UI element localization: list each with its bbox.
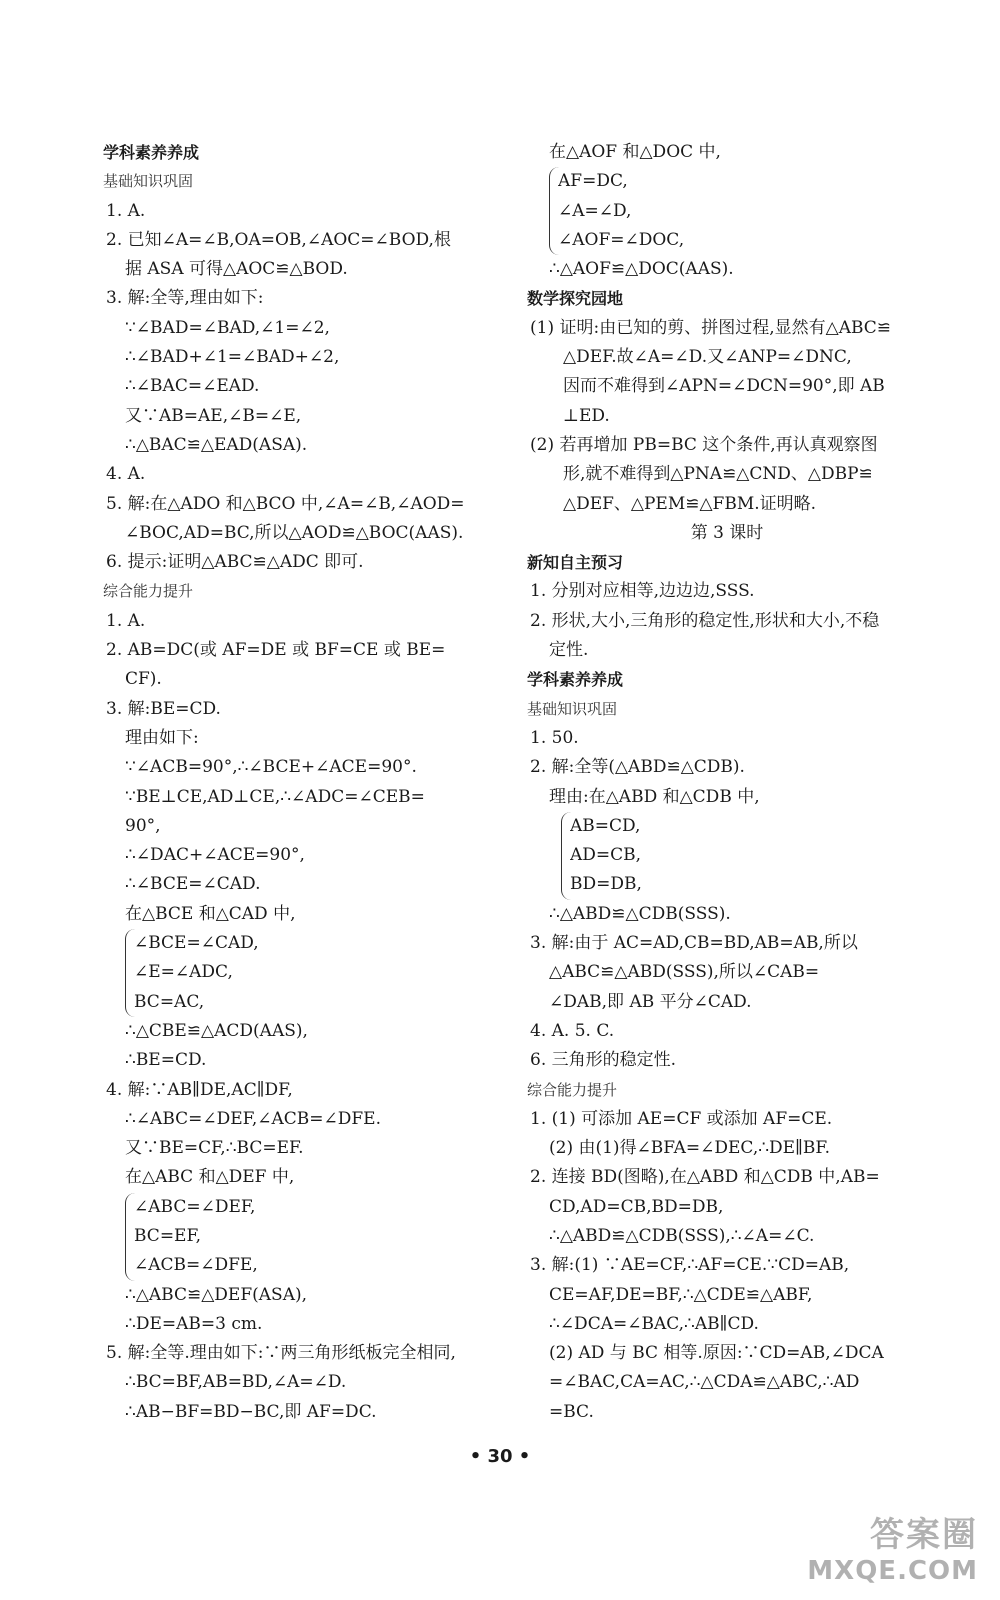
answer-line: 5. 解:在△ADO 和△BCO 中,∠A=∠B,∠AOD=	[106, 493, 465, 514]
answer-line: 理由如下:	[125, 727, 199, 748]
brace-group	[125, 1193, 503, 1281]
answer-line: BC=EF,	[134, 1225, 202, 1246]
answer-line: CD,AD=CB,BD=DB,	[549, 1196, 724, 1217]
answer-line: △DEF.故∠A=∠D.又∠ANP=∠DNC,	[563, 347, 852, 368]
answer-line: 3. 解:由于 AC=AD,CB=BD,AB=AB,所以	[530, 933, 858, 954]
answer-line: ∵∠BAD=∠BAD,∠1=∠2,	[125, 317, 330, 338]
answer-line: (2) 若再增加 PB=BC 这个条件,再认真观察图	[530, 434, 878, 455]
section-heading: 新知自主预习	[527, 553, 624, 573]
answer-line: (2) AD 与 BC 相等.原因:∵CD=AB,∠DCA	[549, 1343, 884, 1364]
answer-line: CF).	[125, 669, 162, 690]
answer-line: 1. 50.	[530, 727, 579, 748]
answer-line: 1. A.	[106, 200, 146, 221]
answer-line: 4. A. 5. C.	[530, 1020, 615, 1041]
answer-line: 2. 已知∠A=∠B,OA=OB,∠AOC=∠BOD,根	[106, 229, 451, 250]
answer-line: 因而不难得到∠APN=∠DCN=90°,即 AB	[563, 376, 885, 397]
answer-line: 定性.	[549, 640, 589, 661]
answer-line: 在△AOF 和△DOC 中,	[549, 142, 721, 162]
answer-line: ∴∠ABC=∠DEF,∠ACB=∠DFE.	[125, 1108, 381, 1129]
answer-line: ∴△ABD≌△CDB(SSS),∴∠A=∠C.	[549, 1225, 815, 1246]
answer-line: AD=CB,	[570, 845, 642, 866]
answer-line: AF=DC,	[558, 171, 628, 192]
answer-line: △DEF、△PEM≌△FBM.证明略.	[563, 493, 817, 514]
section-heading: 学科素养养成	[103, 143, 200, 162]
answer-line: 据 ASA 可得△AOC≌△BOD.	[125, 259, 348, 280]
answer-line: ∠E=∠ADC,	[134, 962, 233, 983]
answer-line: 4. A.	[106, 464, 146, 485]
answer-line: ∴△BAC≌△EAD(ASA).	[125, 434, 308, 455]
answer-line: 又∵AB=AE,∠B=∠E,	[125, 405, 302, 426]
brace-group	[561, 812, 927, 900]
answer-line: 6. 三角形的稳定性.	[530, 1050, 677, 1071]
answer-line: CE=AF,DE=BF,∴△CDE≌△ABF,	[549, 1284, 813, 1305]
answer-line: ∠DAB,即 AB 平分∠CAD.	[549, 991, 752, 1012]
answer-line: ∴BE=CD.	[125, 1050, 207, 1071]
answer-line: △ABC≌△ABD(SSS),所以∠CAB=	[549, 962, 820, 983]
answer-line: 3. 解:(1) ∵AE=CF,∴AF=CE.∵CD=AB,	[530, 1255, 850, 1276]
answer-line: ⊥ED.	[563, 405, 610, 426]
answer-line: 4. 解:∵AB∥DE,AC∥DF,	[106, 1079, 293, 1100]
answer-line: (1) 证明:由已知的剪、拼图过程,显然有△ABC≌	[530, 317, 892, 338]
answer-line: ∴△CBE≌△ACD(AAS),	[125, 1020, 308, 1041]
section-heading: 数学探究园地	[527, 289, 624, 309]
watermark-logo: 答案圈	[870, 1515, 978, 1555]
answer-line: ∴∠DCA=∠BAC,∴AB∥CD.	[549, 1313, 759, 1334]
answer-line: ∴∠DAC+∠ACE=90°,	[125, 845, 305, 866]
answer-line: ∵∠ACB=90°,∴∠BCE+∠ACE=90°.	[125, 757, 417, 778]
answer-line: 2. 连接 BD(图略),在△ABD 和△CDB 中,AB=	[530, 1167, 880, 1188]
answer-line: 3. 解:全等,理由如下:	[106, 288, 264, 309]
answer-line: 2. AB=DC(或 AF=DE 或 BF=CE 或 BE=	[106, 640, 446, 661]
answer-line: ∴∠BAC=∠EAD.	[125, 376, 260, 397]
right-column	[527, 138, 927, 1427]
answer-line: ∠BCE=∠CAD,	[134, 933, 259, 954]
answer-line: AB=CD,	[570, 815, 641, 836]
answer-line: ∠ABC=∠DEF,	[134, 1196, 256, 1217]
answer-line: 在△BCE 和△CAD 中,	[125, 903, 296, 924]
answer-line: 1. (1) 可添加 AE=CF 或添加 AF=CE.	[530, 1108, 833, 1129]
answer-line: 5. 解:全等.理由如下:∵两三角形纸板完全相同,	[106, 1343, 456, 1364]
answer-line: =∠BAC,CA=AC,∴△CDA≌△ABC,∴AD	[549, 1372, 860, 1393]
watermark-url: MXQE.COM	[807, 1556, 978, 1586]
answer-line: 理由:在△ABD 和△CDB 中,	[549, 786, 760, 807]
answer-line: ∴∠BCE=∠CAD.	[125, 874, 261, 895]
subsection-heading: 基础知识巩固	[527, 699, 618, 718]
answer-line: 90°,	[125, 815, 161, 836]
watermark	[807, 1507, 978, 1586]
answer-line: ∴AB−BF=BD−BC,即 AF=DC.	[125, 1401, 377, 1422]
answer-line: 2. 解:全等(△ABD≌△CDB).	[530, 757, 745, 778]
answer-line: 又∵BE=CF,∴BC=EF.	[125, 1138, 304, 1159]
page-number: • 30 •	[469, 1446, 531, 1467]
answer-line: 1. A.	[106, 610, 146, 631]
answer-line: =BC.	[549, 1401, 594, 1422]
lesson-title: 第 3 课时	[690, 522, 764, 543]
answer-line: 2. 形状,大小,三角形的稳定性,形状和大小,不稳	[530, 610, 880, 631]
answer-line: 形,就不难得到△PNA≌△CND、△DBP≌	[563, 464, 873, 485]
answer-line: ∴DE=AB=3 cm.	[125, 1313, 263, 1334]
answer-line: BC=AC,	[134, 991, 205, 1012]
answer-line: (2) 由(1)得∠BFA=∠DEC,∴DE∥BF.	[549, 1138, 830, 1159]
answer-line: ∠A=∠D,	[558, 200, 632, 221]
answer-line: ∴△ABD≌△CDB(SSS).	[549, 903, 731, 924]
answer-line: 6. 提示:证明△ABC≌△ADC 即可.	[106, 552, 364, 573]
answer-line: 在△ABC 和△DEF 中,	[125, 1167, 295, 1188]
answer-line: ∴∠BAD+∠1=∠BAD+∠2,	[125, 347, 340, 368]
answer-line: ∠AOF=∠DOC,	[558, 229, 685, 250]
section-heading: 学科素养养成	[527, 670, 624, 690]
answer-line: ∠ACB=∠DFE,	[134, 1255, 258, 1276]
answer-line: ∴△AOF≌△DOC(AAS).	[549, 259, 734, 280]
answer-line: ∵BE⊥CE,AD⊥CE,∴∠ADC=∠CEB=	[125, 786, 425, 807]
answer-line: 1. 分别对应相等,边边边,SSS.	[530, 581, 755, 602]
subsection-heading: 综合能力提升	[527, 1080, 618, 1099]
answer-line: 3. 解:BE=CD.	[106, 698, 221, 719]
brace-group	[125, 929, 503, 1017]
answer-line: BD=DB,	[570, 874, 642, 895]
subsection-heading: 综合能力提升	[103, 582, 194, 601]
subsection-heading: 基础知识巩固	[103, 172, 194, 191]
left-column	[103, 138, 503, 1427]
answer-line: ∴BC=BF,AB=BD,∠A=∠D.	[125, 1372, 347, 1393]
answer-line: ∠BOC,AD=BC,所以△AOD≌△BOC(AAS).	[125, 522, 464, 543]
brace-group	[549, 167, 927, 255]
answer-line: ∴△ABC≌△DEF(ASA),	[125, 1284, 308, 1305]
